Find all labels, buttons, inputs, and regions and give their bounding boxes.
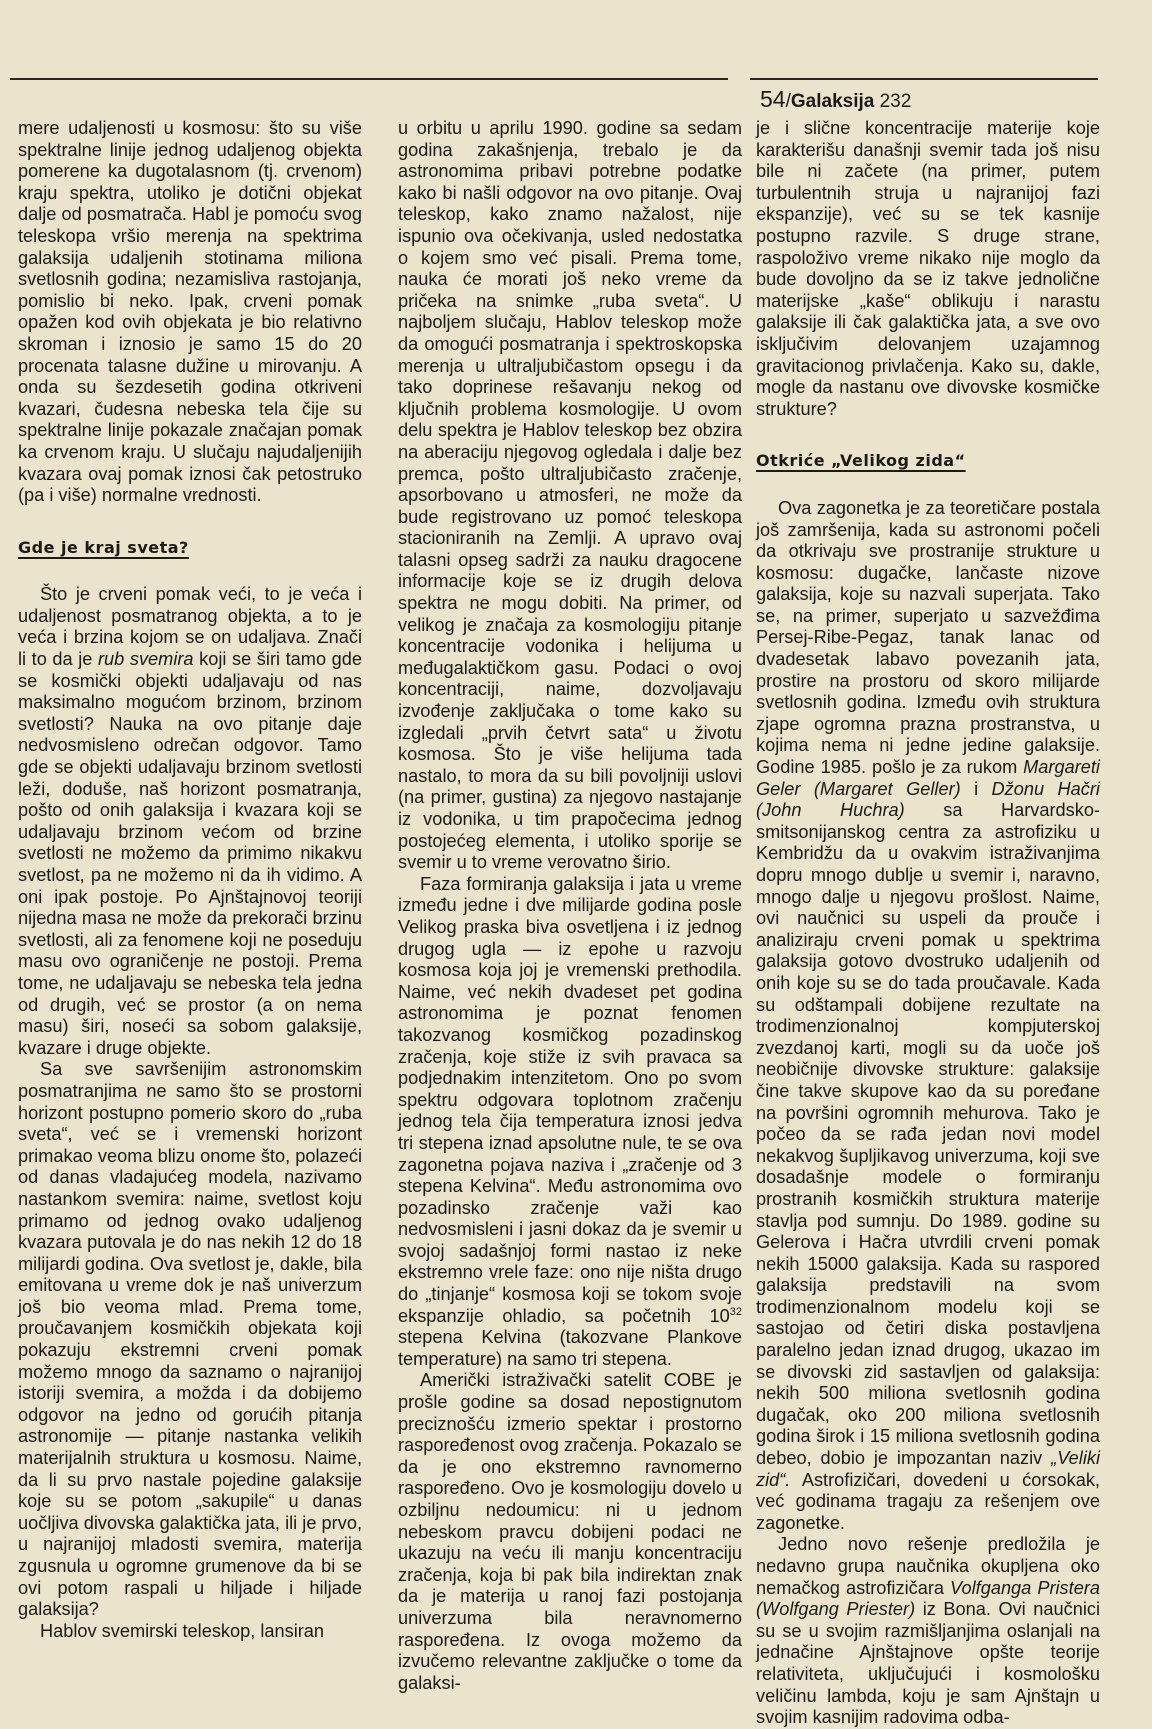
section-heading: Otkriće „Velikog zida“ — [756, 451, 966, 471]
issue-number: 232 — [879, 91, 912, 112]
paragraph: u orbitu u aprilu 1990. godine sa sedam godina zakašnjenja, trebalo je da astronomima pribavi potrebne podatke kako bi našli odgovor na ovo pitanje. Ovaj teleskop, kako znamo nažalost, nije ispunio ova očekivanja, usled nedostatka o kojem smo već pisali. Prema tome, nauka će morati još neko vreme da pričeka na snimke „ruba sveta“. U najboljem slučaju, Hablov teleskop može da omogući posmatranja i spektroskopska merenja u ultraljubičastom opsegu i da tako doprinese rešavanju nekog od ključnih problema kosmologije. U ovom delu spektra je Hablov teleskop bez obzira na aberaciju njegovog ogledala i dalje bez premca, pošto ultraljubičasto zračenje, apsorbovano u atmosferi, ne može da bude registrovano uz pomoć teleskopa stacioniranih na Zemlji. A upravo ovaj talasni opseg sadrži za nauku dragocene informacije koje se iz drugih delova spektra ne mogu dobiti. Na primer, od velikog je značaja za kosmologiju pitanje koncentracije vodonika i helijuma u međugalaktičkom gasu. Podaci o ovoj koncentraciji, naime, dozvoljavaju izvođenje zaključaka o tome kako su izgledali „prvih četvrt sata“ u životu kosmosa. Što je više helijuma tada nastalo, to mora da su bili povoljniji uslovi (na primer, gustina) za njegovo nastajanje iz vodonika, u tim prapočecima jednog postojećeg elementa, i utoliko sporije se svemir u to vreme verovatno širio. — [398, 118, 742, 873]
paragraph: Što je crveni pomak veći, to je veća i udaljenost posmatranog objekta, a to je veća i brzina kojom se on udaljava. Znači li to da je rub svemira koji se širi tamo gde se kosmički objekti udaljavaju od nas maksimalno mogućom brzinom, brzinom svetlosti? Nauka na ovo pitanje daje nedvosmisleno odrečan odgovor. Tamo gde se objekti udaljavaju brzinom svetlosti leži, doduše, naš horizont posmatranja, pošto od onih galaksija i kvazara koji se udaljavaju brzinom većom od brzine svetlosti ne možemo da primimo nikakvu svetlost, pa ne možemo ni da ih vidimo. A oni ipak postoje. Po Ajnštajnovoj teoriji nijedna masa ne može da prekorači brzinu svetlosti, ali za fenomene koji ne poseduju masu ovo ograničenje ne postoji. Prema tome, ne udaljavaju se nebeska tela jedna od drugih, već se prostor (a on nema masu) širi, noseći sa sobom galaksije, kvazare i druge objekte. — [18, 584, 362, 1058]
text-column-2 — [398, 118, 742, 1694]
text-column-3 — [756, 118, 1100, 1729]
italic-term: rub svemira — [98, 649, 194, 670]
top-rule-left — [10, 78, 728, 80]
paragraph: Jedno novo rešenje predložila je nedavno grupa naučnika okupljena oko nemačkog astrofizičara Volfganga Pristera (Wolfgang Priester) iz Bona. Ovi naučnici su se u svojim razmišljanjima oslanjali na jednačine Ajnštajnove opšte teorije relativiteta, uključujući i kosmološku veličinu lambda, koju je sam Ajnštajn u svojim kasnijim radovima odba- — [756, 1534, 1100, 1728]
paragraph: Američki istraživački satelit COBE je prošle godine sa dosad nepostignutom preciznošću izmerio spektar i prostorno raspoređenost ovog zračenja. Pokazalo se da je ono ekstremno ravnomerno raspoređeno. Ovo je kosmologiju dovelo u ozbiljnu nedoumicu: ni u jednom nebeskom pravcu dobijeni podaci ne ukazuju na veću ili manju koncentraciju zračenja, koja bi pak bila indirektan znak da je materija u ranoj fazi postojanja univerzuma bila neravnomerno raspoređena. Iz ovoga možemo da izvučemo relevantne zaključke o tome da galaksi- — [398, 1370, 742, 1693]
paragraph: Hablov svemirski teleskop, lansiran — [40, 1620, 325, 1641]
page-number: 54 — [760, 86, 786, 112]
paragraph: Ova zagonetka je za teoretičare postala još zamršenija, kada su astronomi počeli da otkrivaju sve prostranije strukture u kosmosu: dugačke, lančaste nizove galaksija, koje su nazvali superjata. Tako se, na primer, superjato u sazvežđima Persej-Ribe-Pegaz, tanak lanac od dvadesetak labavo povezanih jata, prostire na prostoru od skoro milijarde svetlosnih godina. Između ovih struktura zjape ogromna prazna prostranstva, u kojima nema ni jedne jedine galaksije. Godine 1985. pošlo je za rukom Margareti Geler (Margaret Geller) i Džonu Hačri (John Huchra) sa Harvardsko-smitsonijanskog centra za astrofiziku u Kembridžu da u ovakvim istraživanjima dopru mnogo dublje u svemir i, naravno, mnogo dalje u njegovu prošlost. Naime, ovi naučnici su uspeli da prouče i analiziraju crveni pomak u spektrima galaksija gotovo dvostruko udaljenih od onih koje su se do tada proučavale. Kada su odštampali dobijene rezultate na trodimenzionalnoj kompjuterskoj zvezdanoj karti, mogli su da uoče još neobičnije divovske strukture: galaksije čine takve skupove kao da su poređane na površini ogromnih mehurova. Tako je počeo da se rađa jedan novi model nekakvog šupljikavog univerzuma, koji sve dosadašnje modele o formiranju prostranih kosmičkih struktura materije stavlja pod sumnju. Do 1989. godine su Gelerova i Hačra utvrdili crveni pomak nekih 15000 galaksija. Kada su raspored galaksija predstavili na svom trodimenzionalnom modelu koji se sastojao od četiri diska postavljena paralelno jedan iznad drugog, ukazao im se divovski zid sastavljen od galaksija: nekih 500 miliona svetlosnih godina dugačak, oko 200 miliona svetlosnih godina širok i 15 miliona svetlosnih godina debeo, dobio je impozantan naziv „Veliki zid“. Astrofizičari, dovedeni u ćorsokak, već godinama tragaju za rešenjem ove zagonetke. — [756, 497, 1100, 1533]
text-column-1 — [18, 118, 362, 1642]
section-heading: Gde je kraj sveta? — [18, 537, 189, 557]
paragraph: Faza formiranja galaksija i jata u vreme između jedne i dve milijarde godina posle Velikog praska biva osvetljena i iz jednog drugog ugla — iz epohe u razvoju kosmosa koja joj je vremenski prethodila. Naime, već nekih dvadeset pet godina astronomima je poznat fenomen takozvanog kosmičkog pozadinskog zračenja, koje stiže iz svih pravaca sa podjednakim intenzitetom. Ono po svom spektru odgovara toplotnom zračenju jednog tela čija temperatura iznosi jedva tri stepena iznad apsolutne nule, te se ova zagonetna pojava naziva i „zračenje od 3 stepena Kelvina“. Među astronomima ovo pozadinsko zračenje važi kao nedvosmisleni i jasni dokaz da je svemir u svojoj sadašnjoj formi nastao iz neke ekstremno vrele faze: ono nije ništa drugo do „tinjanje“ kosmosa koji se tokom svoje ekspanzije ohladio, sa početnih $10^{32}$ stepena Kelvina (takozvane Plankove temperature) na samo tri stepena. — [398, 873, 742, 1369]
page-folio: 54/Galaksija 232 — [760, 86, 912, 112]
italic-term: „Veliki zid“. — [756, 1448, 1100, 1490]
magazine-name: Galaksija — [790, 91, 875, 112]
top-rule-right — [750, 78, 1098, 80]
italic-name: Margareti Geler (Margaret Geller) — [756, 757, 1100, 799]
italic-name: Volfganga Pristera (Wolfgang Priester) — [756, 1577, 1100, 1620]
paragraph: je i slične koncentracije materije koje karakterišu današnji svemir tada još nisu bile ni začete (na primer, putem turbulentnih struja u najranijoj fazi ekspanzije), već su se tek kasnije postupno razvile. S druge strane, raspoloživo vreme nikako nije moglo da bude dovoljno da se iz takve jednolične materijske „kaše“ oblikuju i narastu galaksije ili čak galaktička jata, a sve ovo isključivim delovanjem uzajamnog gravitacionog privlačenja. Kako su, dakle, mogle da nastanu ove divovske kosmičke strukture? — [756, 118, 1100, 419]
exponent: 32 — [729, 1305, 742, 1318]
paragraph: mere udaljenosti u kosmosu: što su više spektralne linije jednog udaljenog objekta pomerene ka dugotalasnom (tj. crvenom) kraju spektra, utoliko je dotični objekat dalje od posmatrača. Habl je pomoću svog teleskopa vršio merenja na spektrima galaksija udaljenih stotinama miliona svetlosnih godina; nezamisliva rastojanja, pomislio bi neko. Ipak, crveni pomak opažen kod ovih objekata je bio relativno skroman i iznosio je samo 15 do 20 procenata talasne dužine u mirovanju. A onda su šezdesetih godina otkriveni kvazari, čudesna nebeska tela čije su spektralne linije pokazale značajan pomak ka crvenom kraju. U slučaju najudaljenijih kvazara ovaj pomak iznosi čak petostruko (pa i više) normalne vrednosti. — [18, 118, 362, 506]
paragraph: Sa sve savršenijim astronomskim posmatranjima ne samo što se prostorni horizont postupno pomerio skoro do „ruba sveta“, već se i vremenski horizont primakao veoma blizu onome što, polazeći od danas vladajućeg modela, nazivamo nastankom svemira: naime, svetlost koju primamo od jednog ovako udaljenog kvazara putovala je do nas nekih 12 do 18 milijardi godina. Ova svetlost je, dakle, bila emitovana u vreme dok je naš univerzum još bio veoma mlad. Prema tome, proučavanjem kosmičkih objekata koji pokazuju ekstremni crveni pomak možemo mnogo da saznamo o najranijoj istoriji svemira, a možda i da dobijemo odgovor na jedno od gorućih pitanja astronomije — pitanje nastanka velikih materijalnih struktura u kosmosu. Naime, da li su prvo nastale pojedine galaksije koje su se potom „sakupile“ u danas uočljiva divovska galaktička jata, ili je prvo, u najranijoj mladosti svemira, materija zgusnula u ogromne grumenove da bi se ovi potom raspali u hiljade i hiljade galaksija? — [18, 1059, 362, 1620]
italic-name: Džonu Hačri (John Huchra) — [756, 778, 1100, 821]
